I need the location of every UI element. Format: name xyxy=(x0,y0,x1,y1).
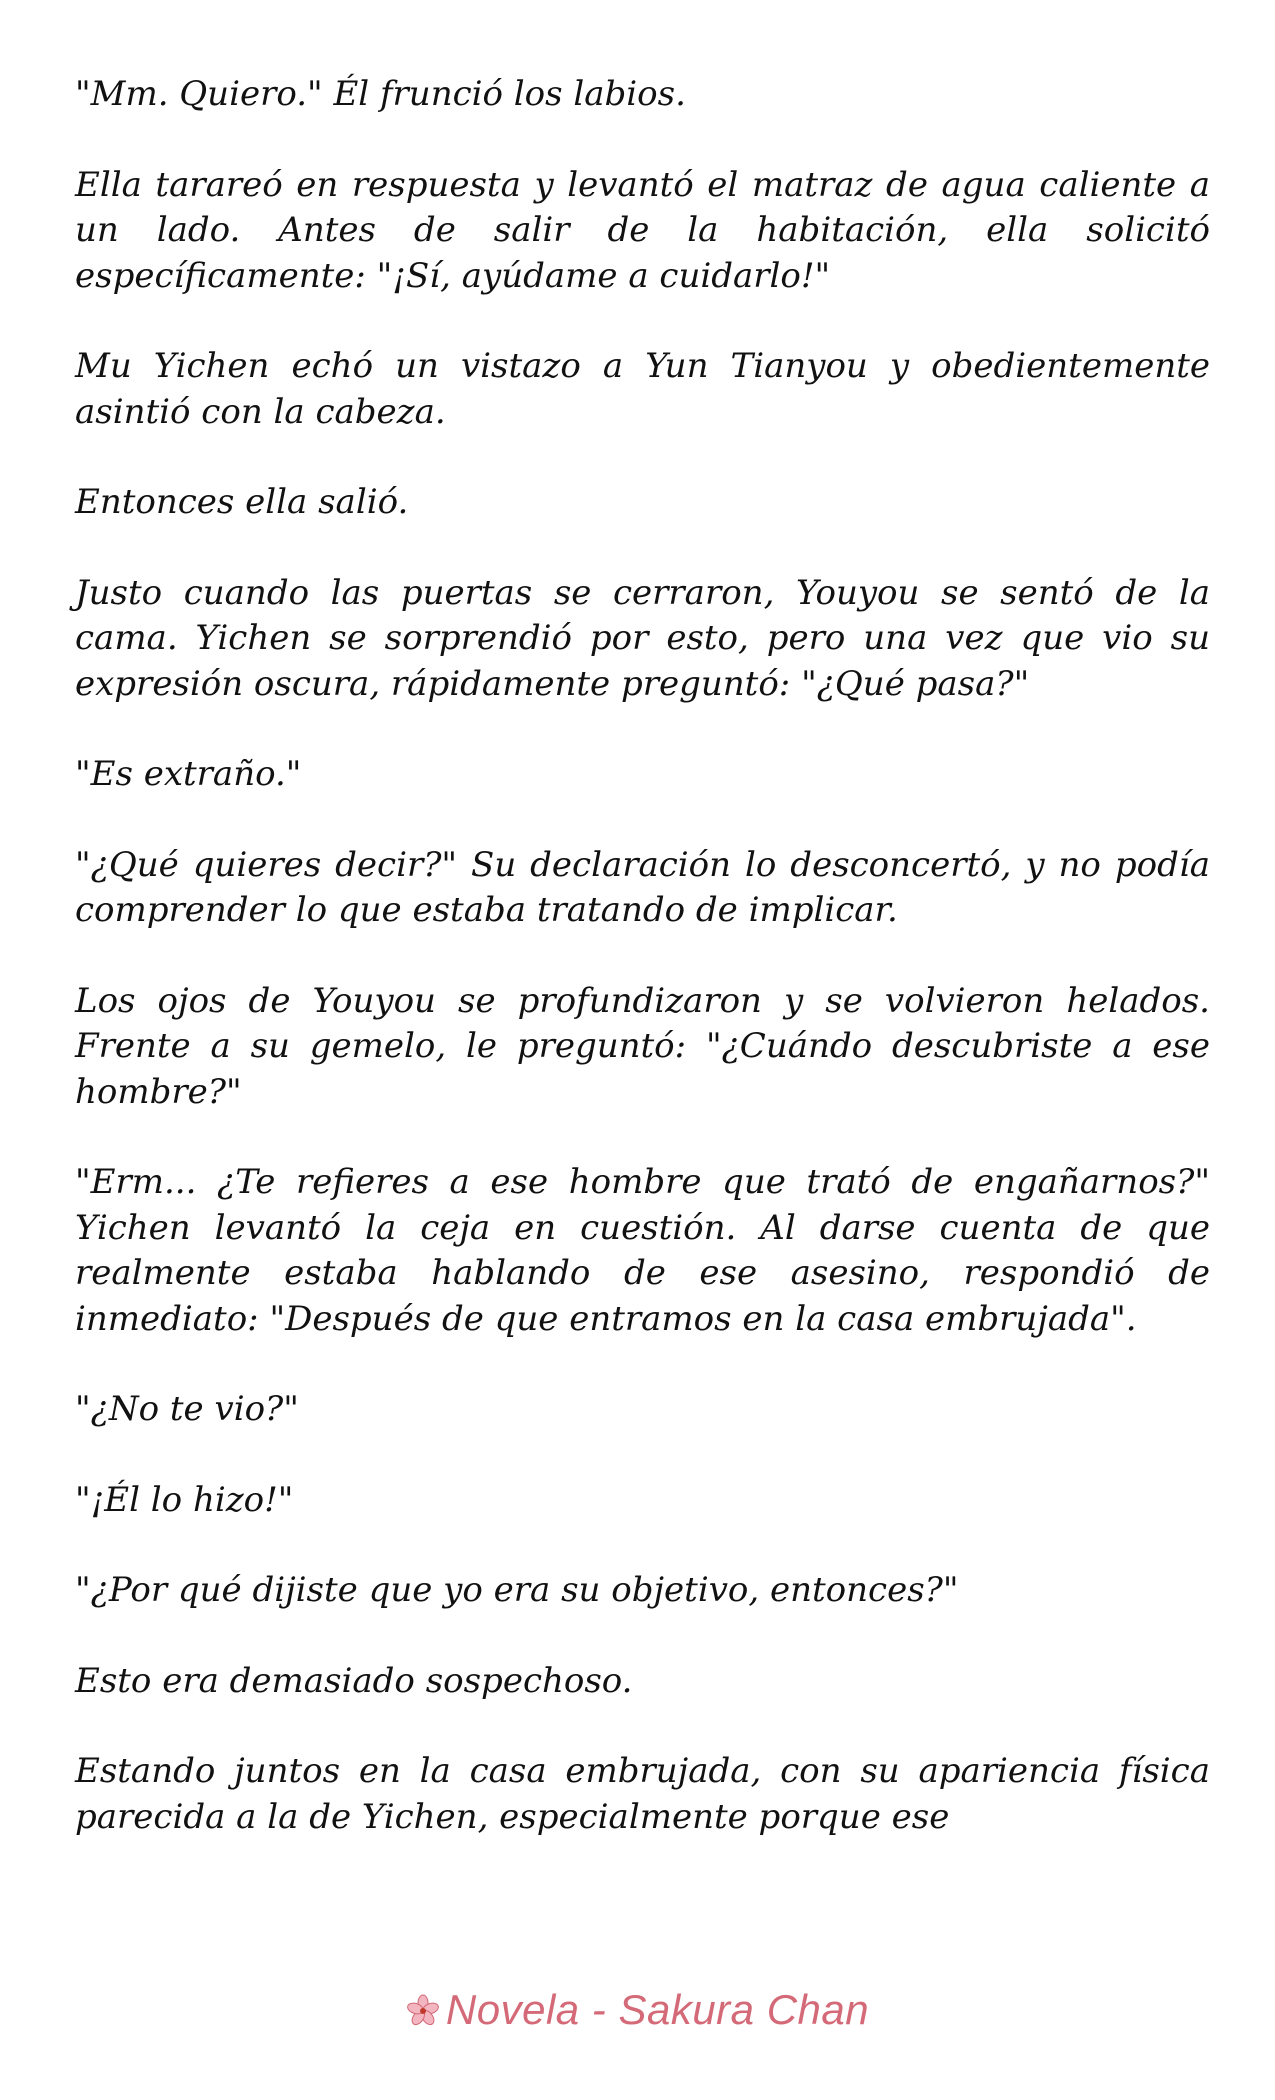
paragraph: Ella tarareó en respuesta y levantó el matraz de agua caliente a un lado. Antes de salir de la habitación, ella solicitó específicamente: "¡Sí, ayúdame a cuidarlo!" xyxy=(75,164,1210,296)
paragraph: Mu Yichen echó un vistazo a Yun Tianyou y obedientemente asintió con la cabeza. xyxy=(75,346,1210,432)
paragraph: "Mm. Quiero." Él frunció los labios. xyxy=(75,74,686,114)
sakura-flower-icon xyxy=(406,1990,440,2024)
watermark-footer xyxy=(0,1986,1275,2034)
watermark-text: Novela - Sakura Chan xyxy=(445,1986,870,2033)
paragraph: "¿Por qué dijiste que yo era su objetivo, entonces?" xyxy=(75,1570,959,1610)
paragraph: "¿Qué quieres decir?" Su declaración lo desconcertó, y no podía comprender lo que estaba tratando de implicar. xyxy=(75,844,1210,930)
paragraph: "Erm... ¿Te refieres a ese hombre que trató de engañarnos?" Yichen levantó la ceja en cuestión. Al darse cuenta de que realmente estaba hablando de ese asesino, respondió de inmediato: "Después de que entramos en la casa embrujada". xyxy=(75,1162,1210,1339)
paragraph: Estando juntos en la casa embrujada, con su apariencia física parecida a la de Yichen, especialmente porque ese xyxy=(75,1751,1210,1837)
paragraph: Los ojos de Youyou se profundizaron y se volvieron helados. Frente a su gemelo, le preguntó: "¿Cuándo descubriste a ese hombre?" xyxy=(75,980,1210,1112)
paragraph: "¡Él lo hizo!" xyxy=(75,1479,294,1520)
paragraph: "Es extraño." xyxy=(75,754,302,794)
paragraph: Entonces ella salió. xyxy=(75,482,409,522)
paragraph: "¿No te vio?" xyxy=(75,1389,299,1429)
paragraph: Esto era demasiado sospechoso. xyxy=(75,1660,633,1701)
document-body xyxy=(75,72,1210,1885)
paragraph: Justo cuando las puertas se cerraron, Youyou se sentó de la cama. Yichen se sorprendió por esto, pero una vez que vio su expresión oscura, rápidamente preguntó: "¿Qué pasa?" xyxy=(75,572,1210,704)
